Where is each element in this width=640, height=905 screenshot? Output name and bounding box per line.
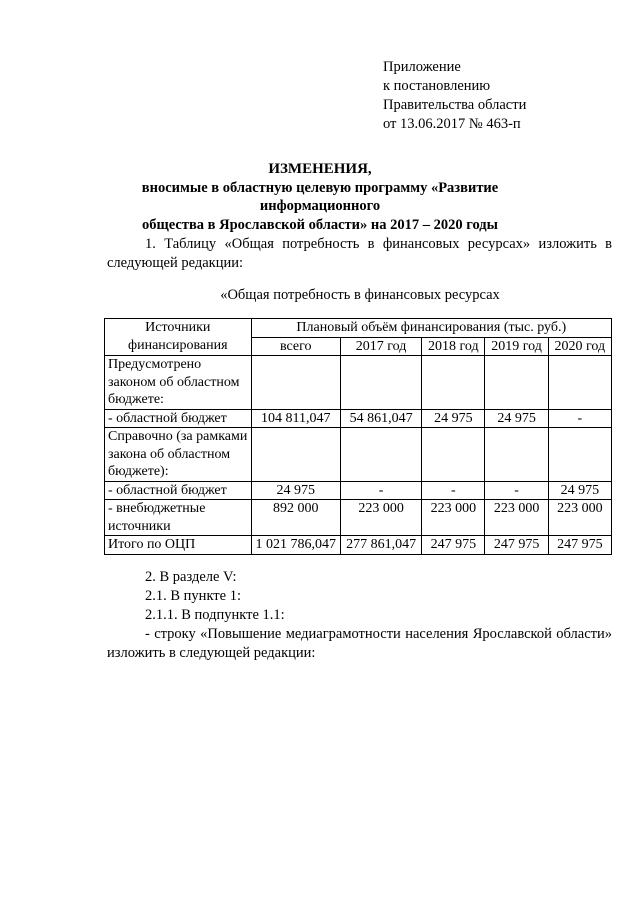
- row-label: Итого по ОЦП: [105, 536, 252, 555]
- cell: [251, 428, 340, 482]
- cell: -: [548, 409, 611, 428]
- cell: 247 975: [485, 536, 548, 555]
- cell: 54 861,047: [340, 409, 421, 428]
- cell: [548, 356, 611, 410]
- table-header-row: [105, 319, 612, 338]
- item-2-1-1: 2.1.1. В подпункте 1.1:: [145, 607, 285, 623]
- table-caption: «Общая потребность в финансовых ресурсах: [220, 287, 500, 303]
- item-2-1: 2.1. В пункте 1:: [145, 588, 241, 604]
- annex-block: [383, 58, 526, 134]
- cell: 223 000: [548, 500, 611, 536]
- cell: [485, 356, 548, 410]
- header-2019: 2019 год: [485, 337, 548, 356]
- header-plan: Плановый объём финансирования (тыс. руб.): [251, 319, 611, 338]
- cell: 24 975: [251, 481, 340, 500]
- row-label: Справочно (за рамками закона об областном бюджете):: [105, 428, 252, 482]
- cell: 223 000: [340, 500, 421, 536]
- cell: 104 811,047: [251, 409, 340, 428]
- cell: 247 975: [548, 536, 611, 555]
- row-label: - внебюджетные источники: [105, 500, 252, 536]
- annex-line-1: Приложение: [383, 59, 461, 75]
- row-label: Предусмотрено законом об областном бюджете:: [105, 356, 252, 410]
- header-2018: 2018 год: [422, 337, 485, 356]
- title-line-3: общества в Ярославской области» на 2017 – 2020 годы: [142, 216, 498, 233]
- cell: [340, 428, 421, 482]
- header-source: Источники финансирования: [105, 319, 252, 356]
- table-row: [105, 356, 612, 410]
- title-heading: ИЗМЕНЕНИЯ,: [268, 161, 372, 177]
- cell: [340, 356, 421, 410]
- item-line-replacement: - строку «Повышение медиаграмотности населения Ярославской области» изложить в следующей редакции:: [107, 626, 612, 661]
- financing-table: [104, 318, 612, 555]
- cell: 1 021 786,047: [251, 536, 340, 555]
- annex-line-2: к постановлению: [383, 78, 491, 94]
- title-line-2: вносимые в областную целевую программу «Развитие информационного: [141, 179, 499, 214]
- row-label: - областной бюджет: [105, 409, 252, 428]
- item-2: 2. В разделе V:: [145, 569, 237, 585]
- cell: 223 000: [485, 500, 548, 536]
- cell: 24 975: [422, 409, 485, 428]
- cell: [422, 428, 485, 482]
- cell: 223 000: [422, 500, 485, 536]
- table-total-row: [105, 536, 612, 555]
- cell: 24 975: [548, 481, 611, 500]
- row-label: - областной бюджет: [105, 481, 252, 500]
- cell: [485, 428, 548, 482]
- paragraph-1: 1. Таблицу «Общая потребность в финансовых ресурсах» изложить в следующей редакции:: [107, 236, 612, 271]
- document-title: [100, 160, 540, 234]
- cell: 892 000: [251, 500, 340, 536]
- amendment-items: [107, 568, 612, 663]
- cell: 277 861,047: [340, 536, 421, 555]
- table-row: [105, 500, 612, 536]
- cell: -: [422, 481, 485, 500]
- cell: [548, 428, 611, 482]
- annex-line-4: от 13.06.2017 № 463-п: [383, 116, 521, 132]
- cell: 247 975: [422, 536, 485, 555]
- header-total: всего: [251, 337, 340, 356]
- header-2020: 2020 год: [548, 337, 611, 356]
- cell: [251, 356, 340, 410]
- header-2017: 2017 год: [340, 337, 421, 356]
- cell: [422, 356, 485, 410]
- cell: 24 975: [485, 409, 548, 428]
- table-row: [105, 409, 612, 428]
- table-row: [105, 481, 612, 500]
- annex-line-3: Правительства области: [383, 97, 527, 113]
- cell: -: [340, 481, 421, 500]
- table-row: [105, 428, 612, 482]
- cell: -: [485, 481, 548, 500]
